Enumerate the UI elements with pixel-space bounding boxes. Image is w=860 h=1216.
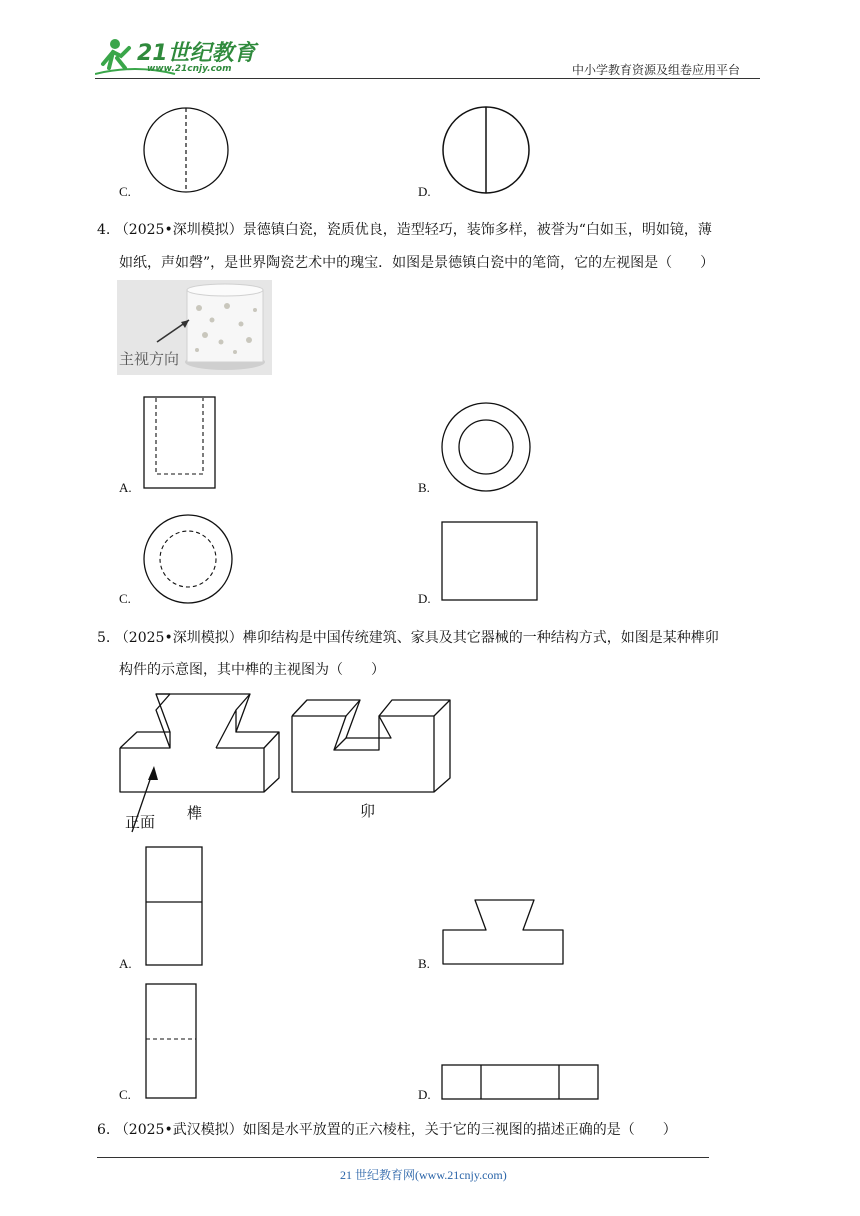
q5-source: （2025•深圳模拟） bbox=[114, 630, 243, 646]
q4-view-direction-label: 主视方向 bbox=[119, 350, 180, 368]
q5-option-c-label: C. bbox=[119, 1087, 131, 1102]
q4-text-line1: 景德镇白瓷，瓷质优良，造型轻巧，装饰多样，被誉为“白如玉，明如镜，薄 bbox=[242, 222, 712, 238]
q6-number: 6. bbox=[97, 1122, 111, 1138]
q5-front-face-label: 正面 bbox=[125, 813, 156, 831]
q5-option-b-label: B. bbox=[418, 956, 430, 971]
q5-option-c-figure bbox=[145, 983, 199, 1101]
q6-source: （2025•武汉模拟） bbox=[114, 1122, 243, 1138]
footer-rule bbox=[97, 1157, 709, 1158]
q4-option-a-label: A. bbox=[119, 480, 132, 495]
q5-option-b-figure bbox=[441, 898, 567, 968]
header-rule bbox=[95, 78, 760, 79]
q5-option-d-label: D. bbox=[418, 1087, 431, 1102]
platform-name: 中小学教育资源及组卷应用平台 bbox=[572, 63, 741, 77]
q4-option-c-label: C. bbox=[119, 591, 131, 606]
q5-tenon-label: 榫 bbox=[187, 804, 203, 822]
footer-site[interactable]: 21 世纪教育网(www.21cnjy.com) bbox=[340, 1168, 507, 1182]
q4-option-c-figure bbox=[142, 513, 238, 609]
q3-option-d-figure bbox=[440, 105, 540, 195]
q4-number: 4. bbox=[97, 222, 111, 238]
q5-tenon-mortise-diagram bbox=[112, 688, 462, 838]
q5-line1 bbox=[97, 627, 767, 649]
q4-pen-holder-photo bbox=[117, 280, 272, 375]
q5-option-a-label: A. bbox=[119, 956, 132, 971]
q4-line1 bbox=[97, 219, 767, 241]
q4-option-b-label: B. bbox=[418, 480, 430, 495]
q3-option-c-label: C. bbox=[119, 184, 131, 199]
q4-option-a-figure bbox=[143, 396, 217, 490]
q6-line bbox=[97, 1119, 767, 1141]
q5-number: 5. bbox=[97, 630, 111, 646]
q4-option-d-label: D. bbox=[418, 591, 431, 606]
q4-text-line2: 如纸，声如磬”，是世界陶瓷艺术中的瑰宝．如图是景德镇白瓷中的笔筒，它的左视图是（ ） bbox=[119, 255, 715, 271]
q4-option-b-figure bbox=[440, 401, 536, 497]
q5-text-line1: 榫卯结构是中国传统建筑、家具及其它器械的一种结构方式，如图是某种榫卯 bbox=[242, 630, 719, 646]
q4-option-d-figure bbox=[441, 521, 539, 603]
logo-text: 21世纪教育 bbox=[137, 41, 256, 66]
q5-option-a-figure bbox=[145, 846, 205, 968]
q5-text-line2: 构件的示意图，其中榫的主视图为（ ） bbox=[119, 662, 385, 678]
logo-url: www.21cnjy.com bbox=[147, 64, 232, 74]
q6-text: 如图是水平放置的正六棱柱，关于它的三视图的描述正确的是（ ） bbox=[242, 1122, 677, 1138]
header-logo bbox=[95, 34, 265, 78]
q5-mortise-label: 卯 bbox=[360, 802, 376, 820]
q5-option-d-figure bbox=[441, 1064, 601, 1102]
q4-source: （2025•深圳模拟） bbox=[114, 222, 243, 238]
q3-option-c-figure bbox=[140, 105, 240, 195]
q3-option-d-label: D. bbox=[418, 184, 431, 199]
